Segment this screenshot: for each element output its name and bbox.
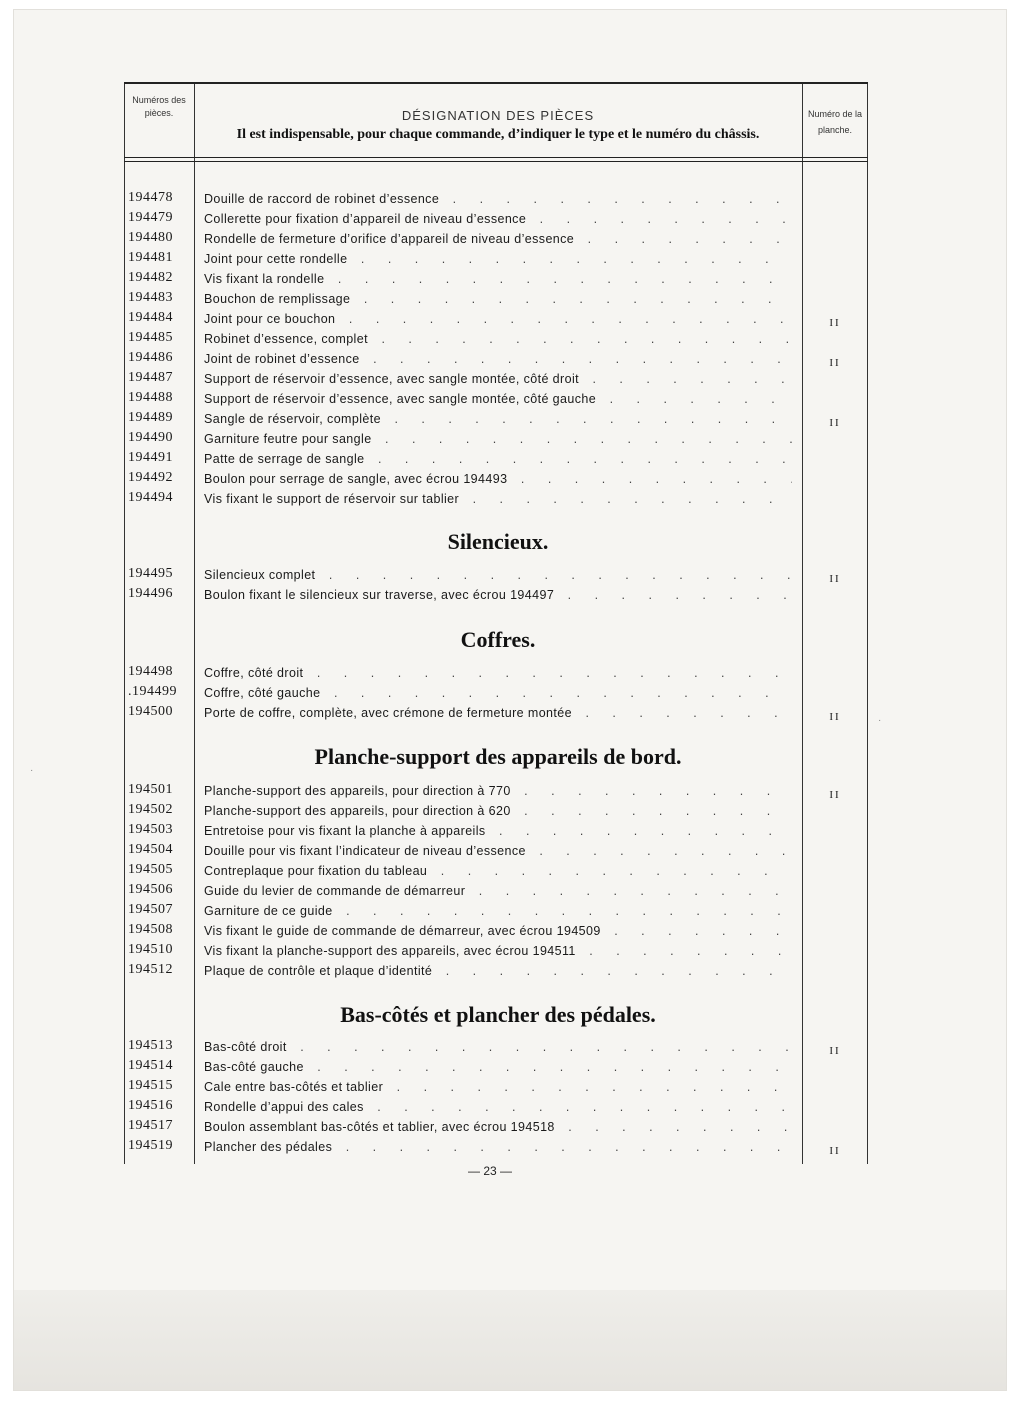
table-row <box>124 408 868 428</box>
part-number: 194504 <box>128 842 173 857</box>
part-description: Guide du levier de commande de démarreur . . . <box>204 884 792 898</box>
table-row <box>124 940 868 960</box>
part-number: 194503 <box>128 822 173 837</box>
table-row <box>124 488 868 508</box>
section-heading-silencieux: Silencieux. <box>447 529 549 554</box>
part-description: Vis fixant le support de réservoir sur tablier . . . <box>204 492 792 506</box>
section-heading-coffres: Coffres. <box>460 627 536 652</box>
part-description: Porte de coffre, complète, avec crémone de fermeture montée . . . <box>204 706 792 720</box>
paper-fold-shadow <box>14 1290 1006 1390</box>
table-row <box>124 880 868 900</box>
part-description: Cale entre bas-côtés et tablier . . . <box>204 1080 792 1094</box>
plate-number: II <box>829 573 841 585</box>
table-row <box>124 1076 868 1096</box>
part-number: 194481 <box>128 250 173 265</box>
plate-number: II <box>829 317 841 329</box>
part-number: 194505 <box>128 862 173 877</box>
part-number: 194510 <box>128 942 173 957</box>
table-row <box>124 308 868 328</box>
table-row <box>124 1136 868 1156</box>
part-number: 194496 <box>128 586 173 601</box>
part-number: 194478 <box>128 190 173 205</box>
header-rule-double <box>124 161 868 162</box>
parts-table <box>124 82 868 1164</box>
paper-speck: · <box>878 715 882 726</box>
table-row <box>124 428 868 448</box>
table-row <box>124 1036 868 1056</box>
part-number: 194513 <box>128 1038 173 1053</box>
part-number: 194492 <box>128 470 173 485</box>
part-number: 194507 <box>128 902 173 917</box>
plate-number: II <box>829 417 841 429</box>
part-number: 194508 <box>128 922 173 937</box>
section-heading-planche-support: Planche-support des appareils de bord. <box>314 744 682 769</box>
part-number: 194506 <box>128 882 173 897</box>
part-description: Rondelle de fermeture d’orifice d’appareil de niveau d’essence . . . <box>204 232 792 246</box>
part-number: 194488 <box>128 390 173 405</box>
plate-number: II <box>829 789 841 801</box>
part-description: Garniture feutre pour sangle . . . <box>204 432 792 446</box>
table-row <box>124 288 868 308</box>
table-row <box>124 584 868 604</box>
part-description: Joint pour ce bouchon . . . <box>204 312 792 326</box>
part-description: Joint pour cette rondelle . . . <box>204 252 792 266</box>
part-description: Contreplaque pour fixation du tableau . . . <box>204 864 792 878</box>
table-row <box>124 860 868 880</box>
table-row <box>124 662 868 682</box>
part-number: 194515 <box>128 1078 173 1093</box>
part-description: Boulon fixant le silencieux sur traverse, avec écrou 194497 . . . <box>204 588 792 602</box>
part-description: Coffre, côté droit . . . <box>204 666 792 680</box>
table-row <box>124 1116 868 1136</box>
part-description: Collerette pour fixation d’appareil de niveau d’essence . . . <box>204 212 792 226</box>
plate-number: II <box>829 357 841 369</box>
table-row <box>124 682 868 702</box>
table-row <box>124 448 868 468</box>
part-description: Support de réservoir d’essence, avec sangle montée, côté gauche . . . <box>204 392 792 406</box>
part-number: 194517 <box>128 1118 173 1133</box>
table-row <box>124 208 868 228</box>
header-designation-title: DÉSIGNATION DES PIÈCES <box>401 108 595 123</box>
table-row <box>124 328 868 348</box>
part-description: Planche-support des appareils, pour direction à 620 . . . <box>204 804 792 818</box>
part-description: Bas-côté droit . . . <box>204 1040 792 1054</box>
part-description: Boulon assemblant bas-côtés et tablier, avec écrou 194518 . . . <box>204 1120 792 1134</box>
part-description: Vis fixant le guide de commande de démarreur, avec écrou 194509 . . . <box>204 924 792 938</box>
part-number: 194501 <box>128 782 173 797</box>
part-description: Sangle de réservoir, complète . . . <box>204 412 792 426</box>
part-number: 194489 <box>128 410 173 425</box>
part-number: 194502 <box>128 802 173 817</box>
part-description: Vis fixant la planche-support des appareils, avec écrou 194511 . . . <box>204 944 792 958</box>
header-part-number: Numéros des pièces. <box>132 95 186 118</box>
part-number: 194498 <box>128 664 173 679</box>
part-number: 194485 <box>128 330 173 345</box>
part-number: 194514 <box>128 1058 173 1073</box>
part-number: 194512 <box>128 962 173 977</box>
table-row <box>124 780 868 800</box>
part-description: Plaque de contrôle et plaque d’identité . . . <box>204 964 792 978</box>
page-number: — 23 — <box>467 1164 512 1178</box>
table-row <box>124 800 868 820</box>
part-number: 194484 <box>128 310 173 325</box>
part-description: Douille pour vis fixant l’indicateur de niveau d’essence . . . <box>204 844 792 858</box>
part-number: 194494 <box>128 490 173 505</box>
part-description: Joint de robinet d’essence . . . <box>204 352 792 366</box>
part-number: 194495 <box>128 566 173 581</box>
part-number: 194486 <box>128 350 173 365</box>
part-description: Robinet d’essence, complet . . . <box>204 332 792 346</box>
part-number: 194479 <box>128 210 173 225</box>
table-row <box>124 900 868 920</box>
part-number: 194487 <box>128 370 173 385</box>
part-description: Coffre, côté gauche . . . <box>204 686 792 700</box>
part-number: 194519 <box>128 1138 173 1153</box>
table-row <box>124 248 868 268</box>
part-description: Silencieux complet . . . <box>204 568 792 582</box>
part-description: Garniture de ce guide . . . <box>204 904 792 918</box>
part-number: 194483 <box>128 290 173 305</box>
part-number: .194499 <box>128 684 177 699</box>
table-row <box>124 1056 868 1076</box>
part-description: Planche-support des appareils, pour direction à 770 . . . <box>204 784 792 798</box>
part-description: Douille de raccord de robinet d’essence . . . <box>204 192 792 206</box>
table-row <box>124 960 868 980</box>
part-description: Support de réservoir d’essence, avec sangle montée, côté droit . . . <box>204 372 792 386</box>
section-heading-bas-cotes: Bas-côtés et plancher des pédales. <box>340 1002 656 1027</box>
part-number: 194490 <box>128 430 173 445</box>
part-description: Bouchon de remplissage . . . <box>204 292 792 306</box>
table-row <box>124 1096 868 1116</box>
table-row <box>124 268 868 288</box>
plate-number: II <box>829 711 841 723</box>
part-number: 194491 <box>128 450 173 465</box>
table-row <box>124 702 868 722</box>
header-rule <box>124 157 868 158</box>
part-description: Rondelle d’appui des cales . . . <box>204 1100 792 1114</box>
table-row <box>124 840 868 860</box>
part-description: Entretoise pour vis fixant la planche à appareils . . . <box>204 824 792 838</box>
part-description: Patte de serrage de sangle . . . <box>204 452 792 466</box>
table-row <box>124 188 868 208</box>
part-description: Boulon pour serrage de sangle, avec écrou 194493 . . . <box>204 472 792 486</box>
table-row <box>124 228 868 248</box>
table-row <box>124 564 868 584</box>
part-description: Plancher des pédales . . . <box>204 1140 792 1154</box>
part-number: 194480 <box>128 230 173 245</box>
part-number: 194516 <box>128 1098 173 1113</box>
part-number: 194482 <box>128 270 173 285</box>
table-row <box>124 388 868 408</box>
plate-number: II <box>829 1045 841 1057</box>
table-row <box>124 368 868 388</box>
table-row <box>124 920 868 940</box>
table-row <box>124 348 868 368</box>
part-description: Vis fixant la rondelle . . . <box>204 272 792 286</box>
part-number: 194500 <box>128 704 173 719</box>
table-row <box>124 468 868 488</box>
header-instruction: Il est indispensable, pour chaque commande, d’indiquer le type et le numéro du châssis. <box>236 127 760 142</box>
part-description: Bas-côté gauche . . . <box>204 1060 792 1074</box>
header-plate-number: Numéro de la planche. <box>807 109 863 135</box>
paper-speck: · <box>30 765 34 776</box>
table-row <box>124 820 868 840</box>
plate-number: II <box>829 1145 841 1157</box>
